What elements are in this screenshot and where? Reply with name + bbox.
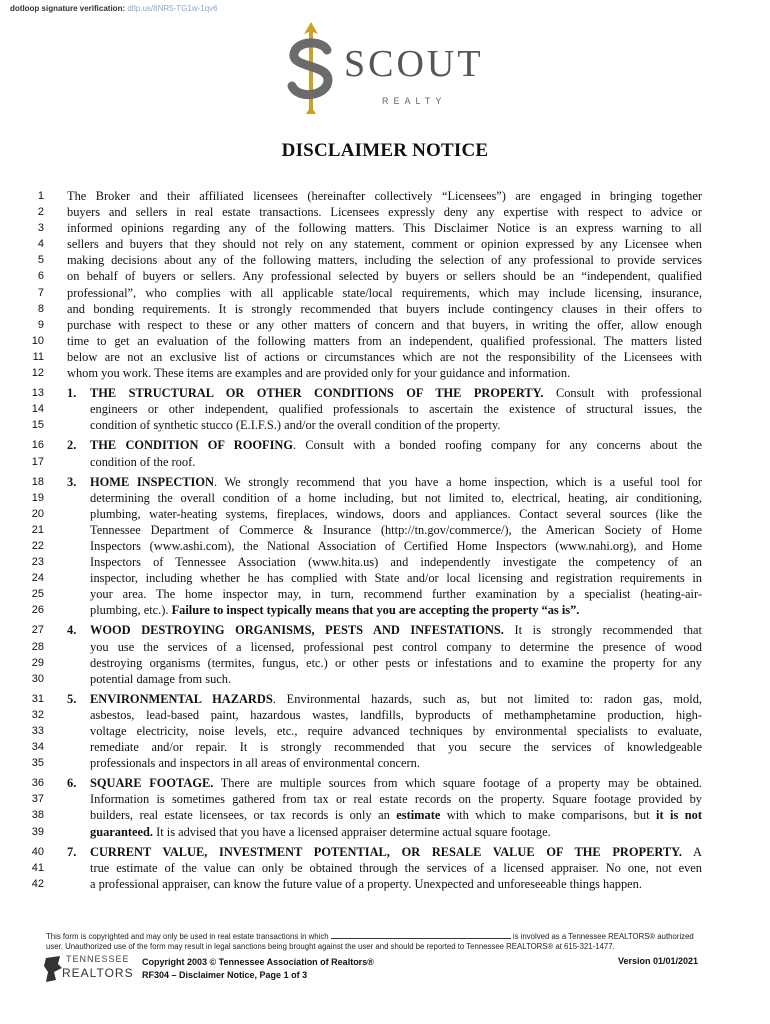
text-line (0, 333, 770, 349)
text-line (0, 739, 770, 755)
line-number: 15 (31, 419, 44, 432)
line-number: 4 (37, 238, 44, 251)
text-line (0, 220, 770, 236)
line-number: 2 (37, 206, 44, 219)
line-number: 22 (31, 539, 44, 552)
text-line (0, 252, 770, 268)
plain-text: remediate and/or repair. It is strongly recommended that you secure the services of knowledgeable (90, 740, 702, 755)
line-text (90, 454, 702, 470)
page-title: DISCLAIMER NOTICE (281, 140, 489, 161)
plain-text: with which to make comparisons, but (440, 808, 656, 823)
line-number: 1 (37, 190, 44, 202)
line-number: 10 (31, 334, 44, 347)
line-text (90, 707, 702, 723)
line-text (90, 791, 702, 807)
line-number: 39 (31, 825, 44, 838)
line-text: time to get an evaluation of the following matters from an independent, qualified professional. The matters listed (67, 333, 702, 348)
item-number: 2. (67, 438, 77, 453)
plain-text: . Consult with a bonded roofing company for any concerns about the (293, 438, 702, 453)
plain-text: It is strongly recommended that (503, 623, 702, 638)
text-line (0, 474, 770, 490)
item-number: 5. (67, 691, 77, 706)
disclaimer-item (0, 622, 770, 686)
line-number: 37 (31, 793, 44, 806)
bold-text: guaranteed. (90, 824, 153, 839)
broker-blank-field[interactable] (331, 930, 511, 939)
line-number: 23 (31, 556, 44, 569)
line-text: on behalf of buyers or sellers. Any professional selected by buyers or sellers should be an “independent, qualified (67, 269, 702, 284)
text-line (0, 268, 770, 284)
scout-realty-logo (282, 20, 492, 116)
line-number: 29 (31, 656, 44, 669)
plain-text: Consult with professional (543, 386, 702, 401)
disclaimer-item (0, 775, 770, 839)
line-text (90, 844, 702, 860)
notice-text-c: user. Unauthorized use of the form may result in legal sanctions being brought against the user and should be reported to Tennessee REALTORS® at 615-321-1477. (46, 942, 615, 951)
text-line (0, 586, 770, 602)
text-line (0, 655, 770, 671)
line-number: 16 (31, 439, 44, 452)
text-line (0, 506, 770, 522)
text-line (0, 454, 770, 470)
line-number: 35 (31, 757, 44, 770)
line-text (90, 691, 702, 707)
line-text (90, 586, 702, 602)
line-text (90, 506, 702, 522)
dollar-arrow-icon (282, 20, 340, 116)
line-text: informed opinions regarding any of the following matters. This Disclaimer Notice is an express warning to all (67, 221, 702, 236)
line-number: 32 (31, 708, 44, 721)
text-line (0, 807, 770, 823)
line-number: 27 (31, 624, 44, 637)
document-body (0, 188, 770, 896)
line-number: 5 (37, 254, 44, 267)
text-line (0, 622, 770, 638)
text-line (0, 522, 770, 538)
plain-text: plumbing, etc.). (90, 603, 172, 618)
plain-text: Inspectors (www.ashi.com), the National Association of Certified Home Inspectors (www.nahi.org), and Home (90, 538, 702, 553)
signature-verification (10, 4, 218, 13)
plain-text: It is advised that you have a licensed appraiser determine actual square footage. (152, 824, 551, 839)
line-text (90, 876, 702, 892)
text-line (0, 602, 770, 618)
disclaimer-item (0, 385, 770, 433)
line-number: 26 (31, 604, 44, 617)
text-line (0, 876, 770, 892)
line-text: making decisions about any of the following matters, including the selection of any professional to provide services (67, 253, 702, 268)
item-number: 6. (67, 776, 77, 791)
plain-text: you use the services of a licensed, professional pest control company to determine the presence of wood (90, 639, 702, 654)
tr-logo-top: TENNESSEE (66, 954, 130, 964)
line-text (90, 755, 702, 771)
plain-text: plumbing, water-heating systems, fireplaces, windows, doors and appliances. Contact several sources (like the (90, 506, 702, 521)
plain-text: Tennessee Department of Commerce & Insurance (http://tn.gov/commerce/), the American Society of Home (90, 522, 702, 537)
text-line (0, 349, 770, 365)
text-line (0, 188, 770, 204)
item-number: 1. (67, 386, 77, 401)
line-text (90, 775, 702, 791)
plain-text: Information is sometimes gathered from tax or real estate records on the property. Square footage provided by (90, 792, 702, 807)
disclaimer-item (0, 474, 770, 619)
form-version: Version 01/01/2021 (618, 956, 699, 966)
line-number: 12 (31, 367, 44, 380)
bold-text: estimate (396, 808, 441, 823)
text-line (0, 365, 770, 381)
plain-text: condition of the roof. (90, 454, 196, 469)
plain-text: true estimate of the value can only be obtained through the services of a licensed appraiser. No one, not even (90, 860, 702, 875)
line-text (90, 474, 702, 490)
text-line (0, 639, 770, 655)
line-text (90, 554, 702, 570)
text-line (0, 860, 770, 876)
text-line (0, 538, 770, 554)
line-number: 30 (31, 672, 44, 685)
text-line (0, 671, 770, 687)
text-line (0, 723, 770, 739)
line-text: The Broker and their affiliated licensees (hereinafter collectively “Licensees”) are engaged in bringing together (67, 189, 702, 203)
line-number: 19 (31, 491, 44, 504)
line-number: 3 (37, 222, 44, 235)
bold-text: it is not (656, 808, 702, 823)
line-number: 7 (37, 286, 44, 299)
item-heading: HOME INSPECTION (90, 474, 214, 489)
text-line (0, 301, 770, 317)
text-line (0, 775, 770, 791)
text-line (0, 554, 770, 570)
plain-text: determining the overall condition of a home including, but not limited to, electrical, heating, air conditioning, (90, 490, 702, 505)
disclaimer-items (0, 385, 770, 892)
text-line (0, 755, 770, 771)
disclaimer-item (0, 691, 770, 771)
item-heading: WOOD DESTROYING ORGANISMS, PESTS AND INFESTATIONS. (90, 623, 504, 638)
logo-subtitle: REALTY (382, 96, 447, 106)
line-number: 18 (31, 475, 44, 488)
line-text (90, 739, 702, 755)
line-text: sellers and buyers that they should not rely on any statement, comment or opinion expressed by any Licensee when (67, 237, 702, 252)
line-text: and bonding requirements. It is strongly recommended that buyers include contingency clauses in their offers to (67, 301, 702, 316)
line-text (90, 570, 702, 586)
text-line (0, 385, 770, 401)
line-text (90, 417, 702, 433)
line-text (90, 538, 702, 554)
item-number: 4. (67, 623, 77, 638)
line-number: 31 (31, 692, 44, 705)
plain-text: engineers or other independent, qualified professionals to ascertain the existence of structural issues, the (90, 402, 702, 417)
line-number: 36 (31, 777, 44, 790)
plain-text: builders, real estate licensees, or tax records is only an (90, 808, 397, 823)
plain-text: . Environmental hazards, such as, but not limited to: radon gas, mold, (272, 691, 702, 706)
verification-label: dotloop signature verification: (10, 4, 126, 13)
item-heading: ENVIRONMENTAL HAZARDS (90, 691, 273, 706)
text-line (0, 417, 770, 433)
line-number: 38 (31, 809, 44, 822)
line-number: 41 (31, 861, 44, 874)
tennessee-realtors-logo (42, 952, 132, 986)
text-line (0, 285, 770, 301)
plain-text: voltage electricity, noise levels, etc., require advanced techniques by environmental specialists to evaluate, (90, 724, 702, 738)
bold-text: Failure to inspect typically means that you are accepting the property “as is”. (171, 603, 580, 618)
line-number: 8 (37, 302, 44, 315)
line-text (90, 622, 702, 638)
copyright-line: Copyright 2003 © Tennessee Association of Realtors® (142, 957, 374, 967)
plain-text: Inspectors of Tennessee Association (www.hita.us) and independently investigate the competency of an (90, 555, 702, 570)
line-text (90, 522, 702, 538)
line-text (90, 807, 702, 823)
line-text: buyers and sellers in real estate transactions. Licensees expressly deny any expertise with respect to advice or (67, 205, 702, 220)
text-line (0, 707, 770, 723)
line-number: 28 (31, 640, 44, 653)
text-line (0, 317, 770, 333)
plain-text: There are multiple sources from which square footage of a property may be obtained. (213, 776, 702, 791)
line-text: purchase with respect to these or any other matters of concern and that buyers, in writing the offer, allow enough (67, 317, 702, 332)
line-text (90, 723, 702, 739)
plain-text: professionals and inspectors in all areas of environmental concern. (90, 756, 420, 771)
plain-text: your area. The home inspector may, in turn, recommend further examination by a specialist (heating-air- (90, 587, 702, 602)
logo-wordmark: SCOUT (344, 43, 484, 85)
plain-text: inspector, including whether he has complied with State and/or local licensing and registration requirements in (90, 571, 702, 586)
plain-text: potential damage from such. (90, 671, 232, 686)
line-number: 42 (31, 877, 44, 890)
line-number: 9 (37, 318, 44, 331)
line-number: 11 (32, 350, 44, 363)
line-number: 21 (31, 523, 44, 536)
line-number: 25 (31, 588, 44, 601)
line-number: 17 (31, 455, 44, 468)
intro-paragraph (0, 188, 770, 381)
text-line (0, 401, 770, 417)
disclaimer-item (0, 437, 770, 469)
line-text (90, 385, 702, 401)
line-number: 33 (31, 725, 44, 737)
notice-text-a: This form is copyrighted and may only be used in real estate transactions in which (46, 932, 329, 941)
disclaimer-item (0, 844, 770, 892)
text-line (0, 204, 770, 220)
form-id-line: RF304 – Disclaimer Notice, Page 1 of 3 (142, 970, 308, 980)
item-number: 7. (67, 844, 77, 859)
text-line (0, 691, 770, 707)
verification-url[interactable]: dtlp.us/8NR5-TG1w-1qv6 (127, 4, 218, 13)
text-line (0, 791, 770, 807)
line-text (90, 437, 702, 453)
text-line (0, 844, 770, 860)
text-line (0, 824, 770, 840)
plain-text: asbestos, lead-based paint, hazardous wastes, landfills, byproducts of methamphetamine production, high- (90, 707, 702, 722)
item-heading: CURRENT VALUE, INVESTMENT POTENTIAL, OR RESALE VALUE OF THE PROPERTY. (90, 844, 683, 859)
plain-text: a professional appraiser, can know the future value of a property. Unexpected and unforeseeable things happen. (90, 876, 642, 891)
line-number: 34 (31, 741, 44, 754)
item-number: 3. (67, 474, 77, 489)
text-line (0, 490, 770, 506)
plain-text: A (682, 844, 702, 859)
line-text (90, 639, 702, 655)
line-number: 20 (31, 507, 44, 520)
text-line (0, 236, 770, 252)
item-heading: THE CONDITION OF ROOFING (90, 438, 294, 453)
line-text (90, 655, 702, 671)
text-line (0, 437, 770, 453)
line-text: professional”, who complies with all applicable state/local requirements, which may include licensing, insurance, (67, 285, 702, 300)
copyright-block (142, 956, 374, 982)
line-text: below are not an exclusive list of actions or circumstances which are not the responsibility of the Licensees with (67, 349, 702, 364)
item-heading: SQUARE FOOTAGE. (90, 776, 214, 791)
line-text (90, 401, 702, 417)
line-number: 13 (31, 387, 44, 400)
line-number: 6 (37, 270, 44, 283)
line-text (90, 671, 702, 687)
plain-text: . We strongly recommend that you have a home inspection, which is a useful tool for (213, 474, 702, 489)
line-text (90, 824, 702, 840)
line-number: 40 (31, 845, 44, 858)
line-text (90, 860, 702, 876)
line-text: whom you work. These items are examples and are provided only for your guidance and information. (67, 366, 571, 381)
line-number: 24 (31, 572, 44, 585)
tr-logo-bottom: REALTORS (62, 966, 134, 980)
item-heading: THE STRUCTURAL OR OTHER CONDITIONS OF THE PROPERTY. (90, 386, 544, 401)
line-text (90, 490, 702, 506)
text-line (0, 570, 770, 586)
copyright-notice (46, 930, 736, 952)
plain-text: destroying organisms (termites, fungus, etc.) or other pests or infestations and to examine the property for any (90, 655, 702, 670)
line-number: 14 (31, 403, 44, 416)
line-text (90, 602, 702, 618)
tn-state-icon (42, 954, 64, 984)
plain-text: condition of synthetic stucco (E.I.F.S.) and/or the overall condition of the property. (90, 418, 501, 433)
notice-text-b: is involved as a Tennessee REALTORS® authorized (512, 932, 694, 941)
